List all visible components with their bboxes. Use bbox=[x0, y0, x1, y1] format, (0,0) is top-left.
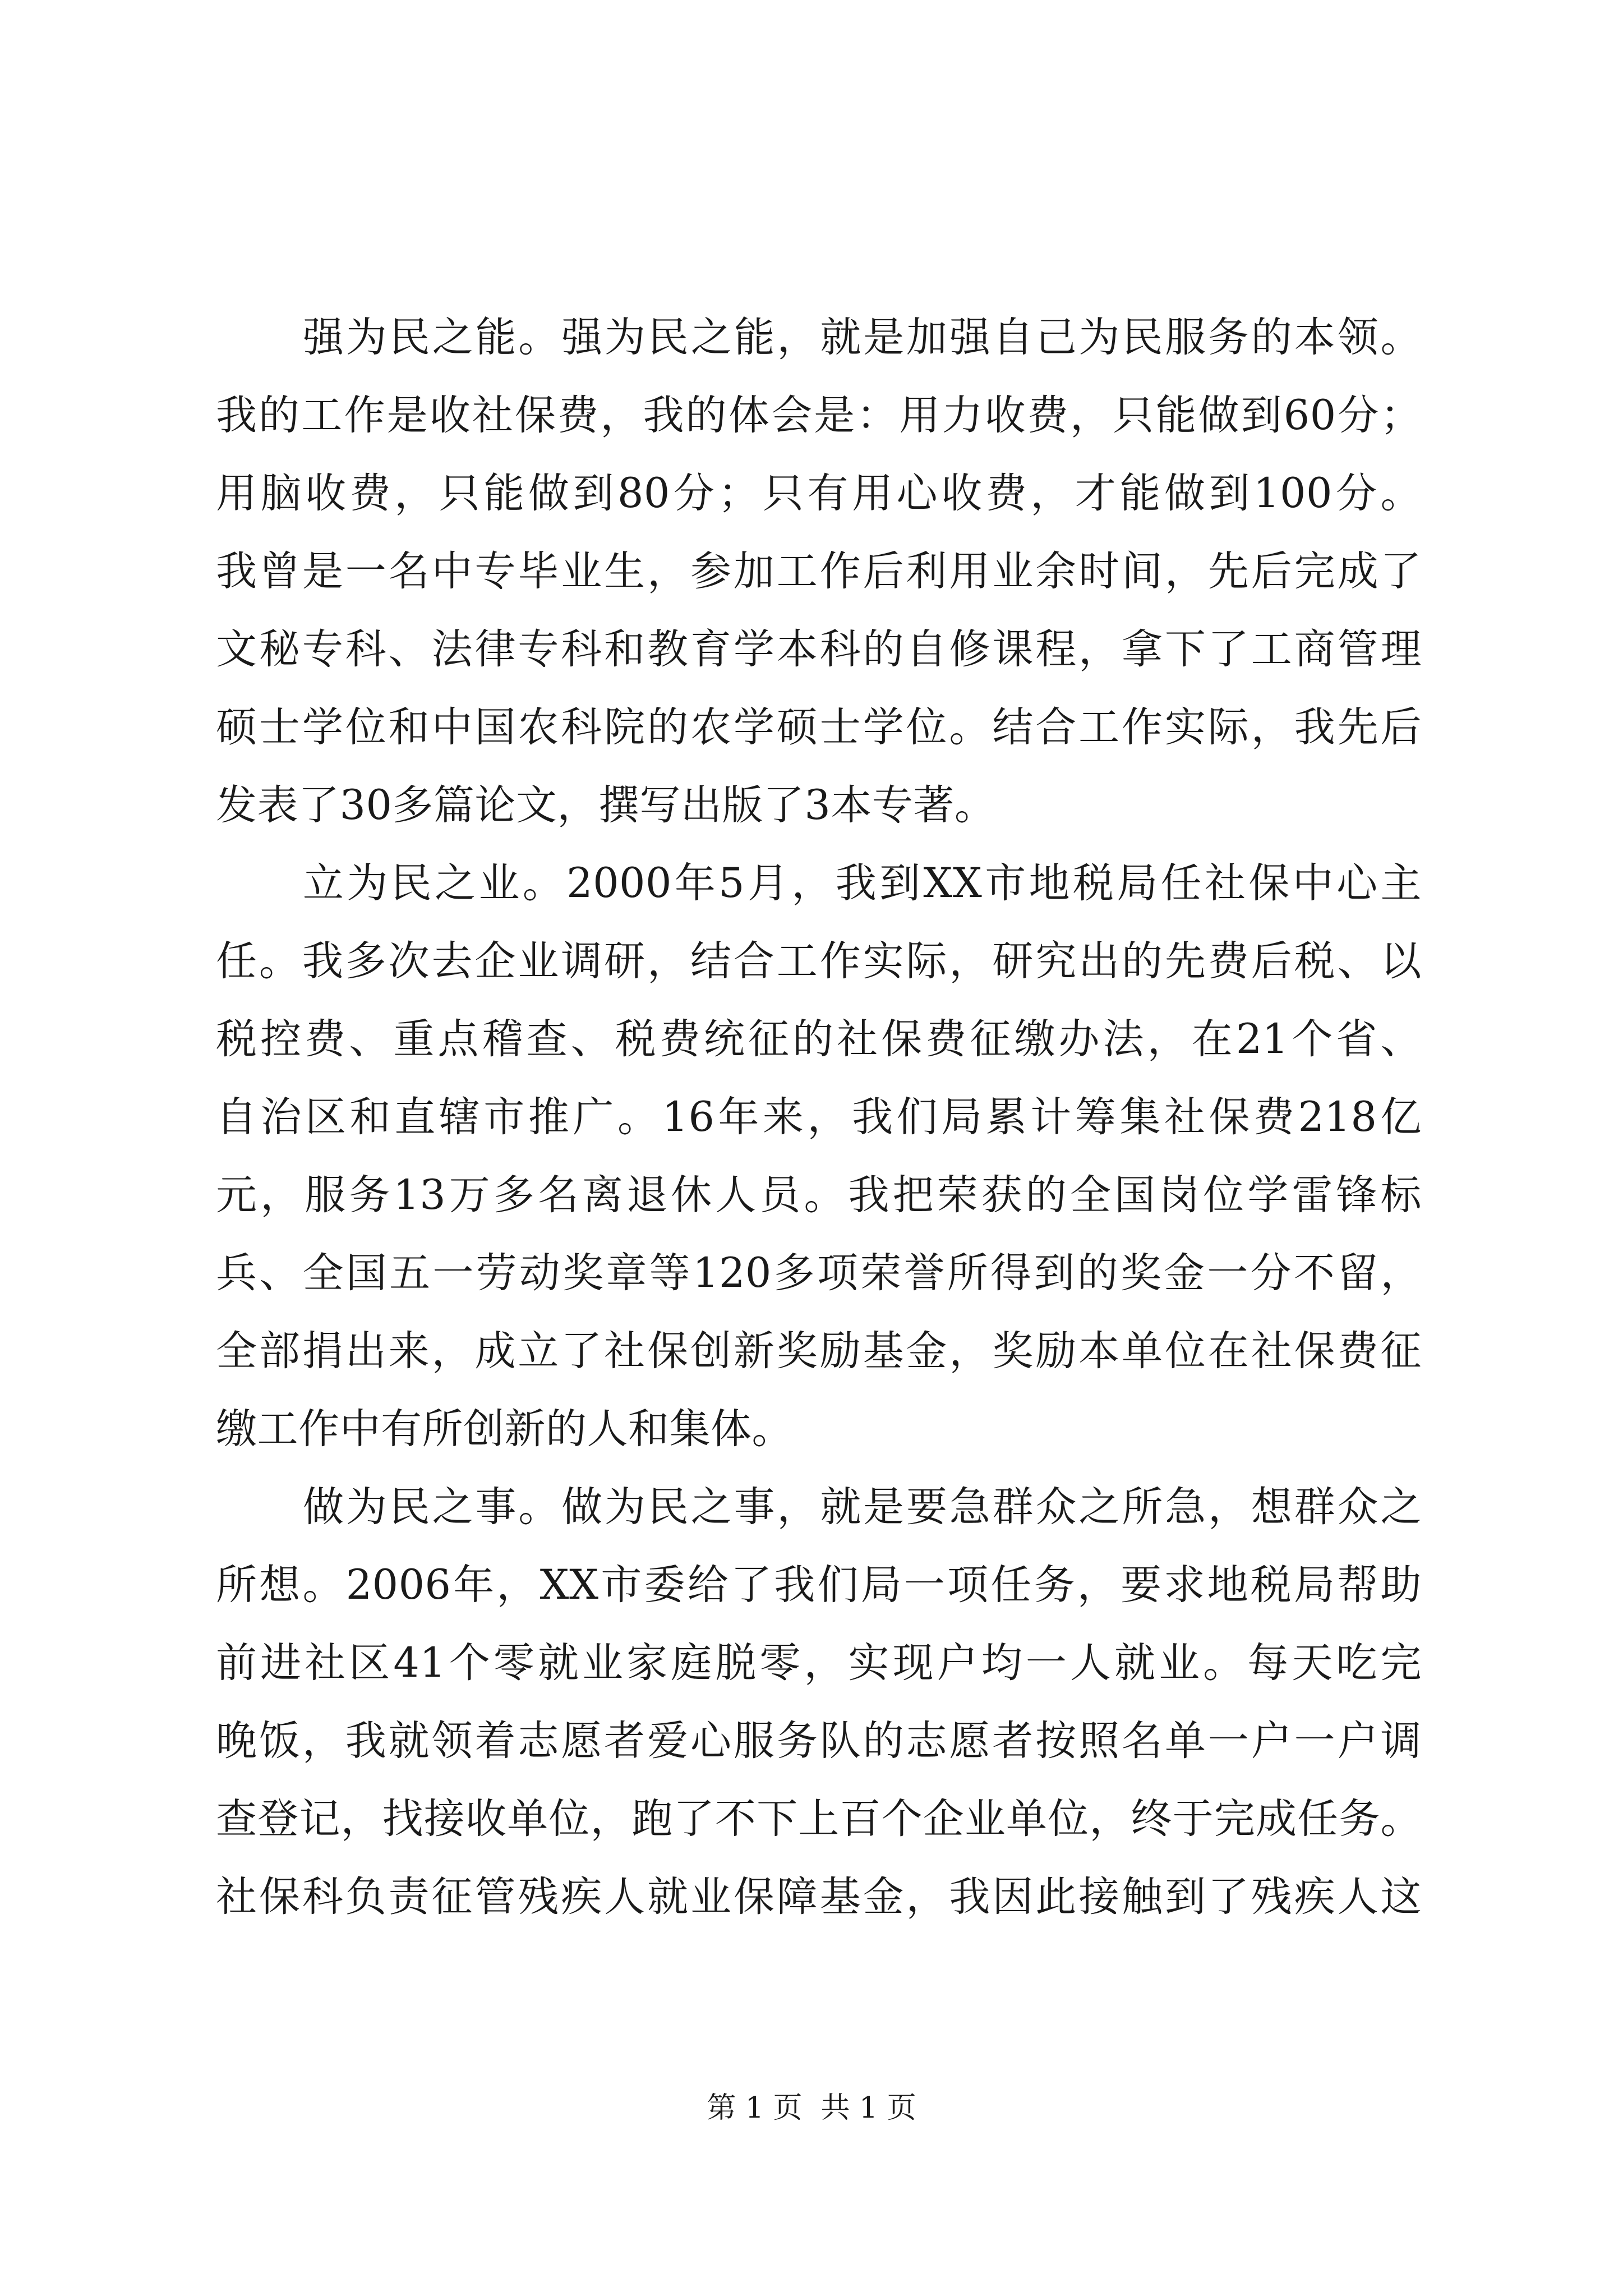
paragraph-3-line-3: 前进社区41个零就业家庭脱零，实现户均一人就业。每天吃完 bbox=[216, 1639, 1422, 1687]
paragraph-3-line-5: 查登记，找接收单位，跑了不下上百个企业单位，终于完成任务。 bbox=[216, 1795, 1422, 1843]
page-number-footer: 第 1 页 共 1 页 bbox=[707, 2091, 916, 2125]
paragraph-3-line-1: 做为民之事。做为民之事，就是要急群众之所急，想群众之 bbox=[303, 1483, 1422, 1531]
paragraph-2-line-7: 全部捐出来，成立了社保创新奖励基金，奖励本单位在社保费征 bbox=[216, 1327, 1422, 1375]
paragraph-2-line-6: 兵、全国五一劳动奖章等120多项荣誉所得到的奖金一分不留， bbox=[216, 1249, 1422, 1297]
paragraph-2-line-3: 税控费、重点稽查、税费统征的社保费征缴办法，在21个省、 bbox=[216, 1015, 1422, 1063]
paragraph-1-line-6: 硕士学位和中国农科院的农学硕士学位。结合工作实际，我先后 bbox=[216, 703, 1422, 751]
paragraph-1-line-2: 我的工作是收社保费，我的体会是：用力收费，只能做到60分； bbox=[216, 392, 1422, 439]
paragraph-1-line-7: 发表了30多篇论文，撰写出版了3本专著。 bbox=[216, 781, 996, 829]
paragraph-1-line-4: 我曾是一名中专毕业生，参加工作后利用业余时间，先后完成了 bbox=[216, 547, 1422, 595]
paragraph-3-line-4: 晚饭，我就领着志愿者爱心服务队的志愿者按照名单一户一户调 bbox=[216, 1717, 1422, 1765]
paragraph-3-line-6: 社保科负责征管残疾人就业保障基金，我因此接触到了残疾人这 bbox=[216, 1873, 1422, 1921]
paragraph-2-line-1: 立为民之业。2000年5月，我到XX市地税局任社保中心主 bbox=[303, 859, 1422, 907]
paragraph-2-line-2: 任。我多次去企业调研，结合工作实际，研究出的先费后税、以 bbox=[216, 937, 1422, 985]
paragraph-1-line-3: 用脑收费，只能做到80分；只有用心收费，才能做到100分。 bbox=[216, 470, 1422, 517]
paragraph-1-line-1: 强为民之能。强为民之能，就是加强自己为民服务的本领。 bbox=[303, 314, 1422, 361]
paragraph-1-line-5: 文秘专科、法律专科和教育学本科的自修课程，拿下了工商管理 bbox=[216, 625, 1422, 673]
paragraph-2-line-8: 缴工作中有所创新的人和集体。 bbox=[216, 1405, 793, 1453]
paragraph-2-line-4: 自治区和直辖市推广。16年来，我们局累计筹集社保费218亿 bbox=[216, 1093, 1422, 1141]
paragraph-2-line-5: 元，服务13万多名离退休人员。我把荣获的全国岗位学雷锋标 bbox=[216, 1171, 1422, 1219]
paragraph-3-line-2: 所想。2006年，XX市委给了我们局一项任务，要求地税局帮助 bbox=[216, 1561, 1422, 1609]
